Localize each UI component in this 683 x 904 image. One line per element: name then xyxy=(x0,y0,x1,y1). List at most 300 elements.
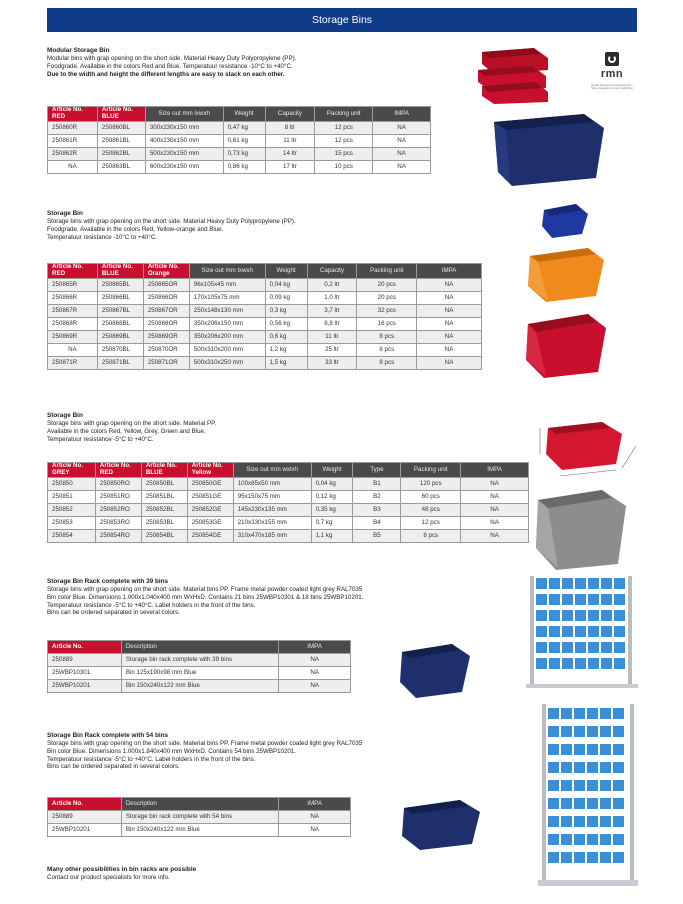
table-cell: NA xyxy=(417,291,482,304)
rack-bin xyxy=(561,726,572,737)
rack-bin xyxy=(549,626,560,637)
section-text: Temperatuur resistance -10°C to +40°C. xyxy=(47,233,158,241)
table-cell: 20 pcs xyxy=(357,291,417,304)
table-cell: NA xyxy=(461,529,529,542)
table-cell: 250860BL xyxy=(97,121,145,134)
col-header: IMPA xyxy=(279,641,351,654)
rack-bin xyxy=(587,726,598,737)
col-header: Article No. GREY xyxy=(48,463,96,478)
rack-bin xyxy=(613,780,624,791)
table-cell: 500x310x200 mm xyxy=(189,343,265,356)
rack-bin xyxy=(587,852,598,863)
small-blue-bin-image xyxy=(540,200,590,240)
logo-tagline: Royalty Management Netherland B.V. xyxy=(591,83,633,87)
table-cell: 12 pcs xyxy=(401,516,461,529)
col-header: Article No. RED xyxy=(95,463,141,478)
col-header: IMPA xyxy=(461,463,529,478)
table-cell: 250854 xyxy=(48,529,96,542)
logo-text: rmn xyxy=(600,68,624,80)
rack-bin xyxy=(613,726,624,737)
table-cell: 250871OR xyxy=(143,356,189,369)
rack-bin xyxy=(600,852,611,863)
table-cell: 25 ltr xyxy=(307,343,357,356)
col-header: Packing unit xyxy=(315,107,373,122)
rack-bin xyxy=(613,798,624,809)
section-title: Storage Bin xyxy=(47,412,83,419)
rack-bin xyxy=(536,658,547,669)
rack-bin xyxy=(575,642,586,653)
table-cell: 0,73 kg xyxy=(223,147,265,160)
table-cell: 300x230x150 mm xyxy=(145,121,223,134)
rack-bin xyxy=(574,708,585,719)
col-header: IMPA xyxy=(279,798,351,811)
table-cell: 350x206x150 mm xyxy=(189,317,265,330)
rack-bin xyxy=(561,780,572,791)
logo-tagline: Store management since Freilight/Ing xyxy=(591,86,633,90)
table-cell: 170x105x75 mm xyxy=(189,291,265,304)
table-cell: NA xyxy=(48,160,98,173)
table-cell: 250865R xyxy=(48,278,98,291)
rack-bin xyxy=(613,816,624,827)
table-cell: NA xyxy=(461,477,529,490)
rack-bin xyxy=(574,744,585,755)
table-row xyxy=(48,516,529,529)
table-cell: 400x230x150 mm xyxy=(145,134,223,147)
table-cell: 250851BL xyxy=(141,490,187,503)
table-row xyxy=(48,654,351,667)
table-row xyxy=(48,317,482,330)
table-cell: 250863BL xyxy=(97,160,145,173)
rack-bin xyxy=(601,642,612,653)
table-cell: 500x230x150 mm xyxy=(145,147,223,160)
table-cell: 8 pcs xyxy=(357,330,417,343)
table-cell: B1 xyxy=(353,477,401,490)
table-cell: 1,2 kg xyxy=(265,343,307,356)
table-cell: 250865BL xyxy=(97,278,143,291)
rack-bin xyxy=(561,744,572,755)
table-row xyxy=(48,343,482,356)
spec-table-rack-54 xyxy=(47,797,351,837)
rack-bin xyxy=(587,834,598,845)
table-cell: 250869BL xyxy=(97,330,143,343)
table-cell: NA xyxy=(417,330,482,343)
section-text: Bins can be ordered separated in several colors. xyxy=(47,609,180,617)
table-row xyxy=(48,330,482,343)
table-cell: 0,12 kg xyxy=(311,490,353,503)
table-cell: NA xyxy=(417,343,482,356)
section-text: Available in the colors Red, Yellow, Grey, Green and Blue. xyxy=(47,427,206,435)
table-cell: 1,5 kg xyxy=(265,356,307,369)
rack-bin xyxy=(548,726,559,737)
table-cell: 250852BL xyxy=(141,503,187,516)
table-cell: NA xyxy=(417,304,482,317)
table-cell: 250851GE xyxy=(187,490,233,503)
table-row xyxy=(48,147,431,160)
table-cell: NA xyxy=(461,503,529,516)
table-cell: 33 ltr xyxy=(307,356,357,369)
col-header: Type xyxy=(353,463,401,478)
rack-bin xyxy=(549,642,560,653)
table-cell: NA xyxy=(373,160,431,173)
table-cell: 8 ltr xyxy=(265,121,315,134)
company-logo xyxy=(590,52,634,90)
rack-bin xyxy=(587,816,598,827)
rack-bin xyxy=(600,816,611,827)
storage-rack-54-image xyxy=(538,702,638,888)
col-header: Article No. RED xyxy=(48,107,98,122)
section-title: Storage Bin Rack complete with 39 bins xyxy=(47,578,169,585)
rack-bin xyxy=(536,594,547,605)
rack-bin xyxy=(588,626,599,637)
storage-rack-39-image xyxy=(524,574,642,692)
table-cell: 0,04 kg xyxy=(311,477,353,490)
rack-bin xyxy=(600,780,611,791)
table-cell: 250871BL xyxy=(97,356,143,369)
rack-bin xyxy=(601,626,612,637)
table-cell: 250870BL xyxy=(97,343,143,356)
rack-bin xyxy=(588,594,599,605)
section-text: Storage bins with grap opening on the short side. Material bins PP. Frame metal powder coated light grey RAL7035 xyxy=(47,740,363,747)
navy-bin-image xyxy=(398,796,484,852)
rack-bin xyxy=(614,594,625,605)
rack-bin xyxy=(613,708,624,719)
rack-bin xyxy=(549,610,560,621)
section-text: Storage bins with grap opening on the short side. Material PP. xyxy=(47,420,217,427)
col-header: Weight xyxy=(223,107,265,122)
table-cell: 250853 xyxy=(48,516,96,529)
table-cell: 250852 xyxy=(48,503,96,516)
col-header: IMPA xyxy=(417,264,482,279)
rack-bin xyxy=(600,726,611,737)
table-cell: 250867R xyxy=(48,304,98,317)
table-row xyxy=(48,356,482,369)
table-cell: 0,86 kg xyxy=(223,160,265,173)
table-cell: 250854GE xyxy=(187,529,233,542)
table-cell: 310x470x185 mm xyxy=(233,529,311,542)
section-text: Temperatuur resistance -5°C to +40°C. xyxy=(47,435,154,443)
table-cell: 0,2 ltr xyxy=(307,278,357,291)
table-cell: 250869OR xyxy=(143,330,189,343)
table-cell: 600x230x150 mm xyxy=(145,160,223,173)
table-row xyxy=(48,811,351,824)
table-cell: 250853BL xyxy=(141,516,187,529)
rack-bin xyxy=(561,852,572,863)
table-row xyxy=(48,680,351,693)
red-bin-dimensions-image xyxy=(532,418,642,484)
rack-bin xyxy=(587,798,598,809)
table-cell: 250889 xyxy=(48,811,122,824)
col-header: Weight xyxy=(311,463,353,478)
rack-bin xyxy=(588,610,599,621)
section-text: Foodgrade. Available in the colors Red, Yellow-orange and Blue. xyxy=(47,225,224,233)
table-cell: NA xyxy=(373,134,431,147)
table-cell: 0,3 kg xyxy=(265,304,307,317)
table-cell: B4 xyxy=(353,516,401,529)
table-cell: 25WBP10201 xyxy=(48,680,122,693)
table-cell: NA xyxy=(279,667,351,680)
table-cell: 250871R xyxy=(48,356,98,369)
table-row xyxy=(48,291,482,304)
table-cell: 250867BL xyxy=(97,304,143,317)
table-cell: 250862BL xyxy=(97,147,145,160)
section-text: Storage bins with grap opening on the short side. Material Heavy Duty Polypropylene (PP). xyxy=(47,218,296,225)
rack-bin xyxy=(548,780,559,791)
table-cell: 100x85x50 mm xyxy=(233,477,311,490)
section-modular-storage-bin xyxy=(47,47,467,78)
rack-bin xyxy=(600,834,611,845)
section-title: Modular Storage Bin xyxy=(47,47,110,54)
table-row xyxy=(48,121,431,134)
col-header: Article No. RED xyxy=(48,264,98,279)
table-cell: Bin 125x190x98 mm Blue xyxy=(121,667,278,680)
table-cell: 250850BL xyxy=(141,477,187,490)
col-header: IMPA xyxy=(373,107,431,122)
table-cell: Bin 150x240x122 mm Blue xyxy=(121,824,278,837)
col-header: Packing unit xyxy=(401,463,461,478)
orange-bin-image xyxy=(524,244,606,304)
rack-bin xyxy=(574,798,585,809)
table-cell: 250866BL xyxy=(97,291,143,304)
rack-bin xyxy=(601,610,612,621)
rack-bin xyxy=(601,594,612,605)
table-cell: 250862R xyxy=(48,147,98,160)
table-cell: 8 pcs xyxy=(401,529,461,542)
section-title: Storage Bin xyxy=(47,210,83,217)
table-row xyxy=(48,490,529,503)
table-cell: 16 pcs xyxy=(357,317,417,330)
stacked-red-bins-image xyxy=(474,44,552,104)
table-cell: 0,47 kg xyxy=(223,121,265,134)
table-cell: 1,0 ltr xyxy=(307,291,357,304)
table-cell: 8 pcs xyxy=(357,343,417,356)
table-row xyxy=(48,134,431,147)
table-cell: 60 pcs xyxy=(401,490,461,503)
rack-bin xyxy=(614,658,625,669)
table-cell: 0,61 kg xyxy=(223,134,265,147)
rack-bin xyxy=(614,578,625,589)
rack-bin xyxy=(613,744,624,755)
footer-text: Contact our product specialists for more info. xyxy=(47,874,170,881)
table-cell: NA xyxy=(461,516,529,529)
rack-bin xyxy=(562,642,573,653)
dark-blue-bin-image xyxy=(484,110,609,190)
rack-bin xyxy=(613,834,624,845)
table-cell: 96x105x45 mm xyxy=(189,278,265,291)
table-cell: 120 pcs xyxy=(401,477,461,490)
rack-bin xyxy=(561,708,572,719)
rack-bin xyxy=(562,594,573,605)
rack-bin xyxy=(575,610,586,621)
page-title-banner xyxy=(47,8,637,32)
col-header: Capacity xyxy=(307,264,357,279)
section-rack-39-bins xyxy=(47,578,527,617)
table-cell: 25WBP10301 xyxy=(48,667,122,680)
table-cell: 32 pcs xyxy=(357,304,417,317)
table-cell: 17 ltr xyxy=(265,160,315,173)
table-cell: 145x230x135 mm xyxy=(233,503,311,516)
rack-bin xyxy=(575,626,586,637)
navy-bin-image xyxy=(396,640,472,700)
table-cell: NA xyxy=(279,811,351,824)
table-cell: NA xyxy=(48,343,98,356)
rack-bin xyxy=(549,594,560,605)
red-bin-image xyxy=(522,310,608,380)
table-cell: 250852RO xyxy=(95,503,141,516)
table-cell: 250850GE xyxy=(187,477,233,490)
section-title: Storage Bin Rack complete with 54 bins xyxy=(47,732,169,739)
section-text: Temperatuur resistance -5°C to +40°C. Label holders in the front of the bins. xyxy=(47,601,256,609)
table-cell: 95x150x75 mm xyxy=(233,490,311,503)
rack-bin xyxy=(562,610,573,621)
table-cell: 250861BL xyxy=(97,134,145,147)
table-cell: 250850RO xyxy=(95,477,141,490)
rack-bin xyxy=(548,852,559,863)
rack-bin xyxy=(574,780,585,791)
rack-bin xyxy=(575,594,586,605)
table-cell: 500x310x250 mm xyxy=(189,356,265,369)
rack-bin xyxy=(574,834,585,845)
spec-table-storage-bin xyxy=(47,263,482,370)
col-header: Capacity xyxy=(265,107,315,122)
rack-bin xyxy=(575,658,586,669)
table-cell: B2 xyxy=(353,490,401,503)
rack-bin xyxy=(575,578,586,589)
spec-table-modular xyxy=(47,106,431,174)
rack-bin xyxy=(588,642,599,653)
table-row xyxy=(48,529,529,542)
rack-bin xyxy=(613,852,624,863)
table-cell: 20 pcs xyxy=(357,278,417,291)
rack-bin xyxy=(536,610,547,621)
table-cell: 8,8 ltr xyxy=(307,317,357,330)
col-header: Article No. BLUE xyxy=(97,107,145,122)
section-rack-54-bins xyxy=(47,732,527,771)
rack-bin xyxy=(561,762,572,773)
table-cell: 250853RO xyxy=(95,516,141,529)
rack-bin xyxy=(574,726,585,737)
rack-bin xyxy=(614,626,625,637)
col-header: Weight xyxy=(265,264,307,279)
logo-mark-icon xyxy=(605,52,619,66)
table-cell: 14 ltr xyxy=(265,147,315,160)
table-cell: 15 pcs xyxy=(315,147,373,160)
rack-bin xyxy=(536,626,547,637)
rack-bin xyxy=(574,816,585,827)
table-cell: 250865OR xyxy=(143,278,189,291)
table-cell: 250868OR xyxy=(143,317,189,330)
rack-bin xyxy=(587,708,598,719)
spec-table-rack-39 xyxy=(47,640,351,693)
table-cell: 250867OR xyxy=(143,304,189,317)
rack-bin xyxy=(574,852,585,863)
rack-bin xyxy=(600,708,611,719)
table-cell: 350x206x200 mm xyxy=(189,330,265,343)
rack-bin xyxy=(614,642,625,653)
table-cell: 250866R xyxy=(48,291,98,304)
page-title: Storage Bins xyxy=(311,14,373,26)
col-header: Description xyxy=(121,641,278,654)
section-storage-bin-1 xyxy=(47,210,467,241)
rack-bin xyxy=(561,816,572,827)
rack-bin xyxy=(614,610,625,621)
table-cell: NA xyxy=(373,147,431,160)
table-cell: 250852GE xyxy=(187,503,233,516)
grey-bin-image xyxy=(530,486,630,572)
table-cell: B3 xyxy=(353,503,401,516)
table-cell: NA xyxy=(279,680,351,693)
rack-bin xyxy=(588,658,599,669)
table-cell: 250854BL xyxy=(141,529,187,542)
col-header: Size out mm lxwxh xyxy=(145,107,223,122)
table-cell: 210x330x155 mm xyxy=(233,516,311,529)
table-cell: NA xyxy=(279,654,351,667)
table-cell: NA xyxy=(417,356,482,369)
col-header: Article No. BLUE xyxy=(141,463,187,478)
table-cell: 250x148x130 mm xyxy=(189,304,265,317)
rack-bin xyxy=(548,798,559,809)
section-text: Bins can be ordered separated in several colors. xyxy=(47,763,180,771)
table-cell: Storage bin rack complete with 39 bins xyxy=(121,654,278,667)
table-cell: 250851RO xyxy=(95,490,141,503)
table-cell: 250889 xyxy=(48,654,122,667)
table-cell: 250868BL xyxy=(97,317,143,330)
table-cell: NA xyxy=(417,278,482,291)
col-header: Article No. xyxy=(48,641,122,654)
col-header: Article No. Yellow xyxy=(187,463,233,478)
table-cell: 250868R xyxy=(48,317,98,330)
rack-bin xyxy=(536,578,547,589)
table-cell: 250870OR xyxy=(143,343,189,356)
table-cell: 0,35 kg xyxy=(311,503,353,516)
rack-bin xyxy=(549,658,560,669)
table-cell: 48 pcs xyxy=(401,503,461,516)
rack-bin xyxy=(600,744,611,755)
table-cell: 250861R xyxy=(48,134,98,147)
rack-bin xyxy=(561,798,572,809)
table-cell: 0,56 kg xyxy=(265,317,307,330)
col-header: Article No. BLUE xyxy=(97,264,143,279)
section-text: Temperatuur resistance -5°C to +40°C. Label holders in the front of the bins. xyxy=(47,755,256,763)
table-cell: 250853GE xyxy=(187,516,233,529)
rack-bin xyxy=(562,658,573,669)
table-cell: 250869R xyxy=(48,330,98,343)
section-text: Foodgrade. Available in the colors Red and Blue. Temperatuur resistance -10°C to +40°C. xyxy=(47,62,293,70)
table-cell: 12 pcs xyxy=(315,121,373,134)
table-cell: 3,7 ltr xyxy=(307,304,357,317)
table-cell: 11 ltr xyxy=(307,330,357,343)
table-cell: 0,7 kg xyxy=(311,516,353,529)
table-cell: 25WBP10201 xyxy=(48,824,122,837)
rack-bin xyxy=(587,744,598,755)
col-header: Description xyxy=(121,798,278,811)
rack-bin xyxy=(601,578,612,589)
table-cell: 8 pcs xyxy=(357,356,417,369)
table-cell: 250850 xyxy=(48,477,96,490)
rack-bin xyxy=(562,578,573,589)
table-cell: 250860R xyxy=(48,121,98,134)
table-cell: Storage bin rack complete with 54 bins xyxy=(121,811,278,824)
footer-bold-text: Many other possibilities in bin racks are possible xyxy=(47,866,197,873)
section-text: Modular bins with grap opening on the short side. Material Heavy Duty Polypropylene (PP). xyxy=(47,55,297,62)
table-cell: 12 pcs xyxy=(315,134,373,147)
col-header: Article No. Orange xyxy=(143,264,189,279)
table-cell: B5 xyxy=(353,529,401,542)
table-cell: 0,09 kg xyxy=(265,291,307,304)
table-cell: NA xyxy=(461,490,529,503)
table-cell: 250854RO xyxy=(95,529,141,542)
rack-bin xyxy=(574,762,585,773)
table-row xyxy=(48,503,529,516)
